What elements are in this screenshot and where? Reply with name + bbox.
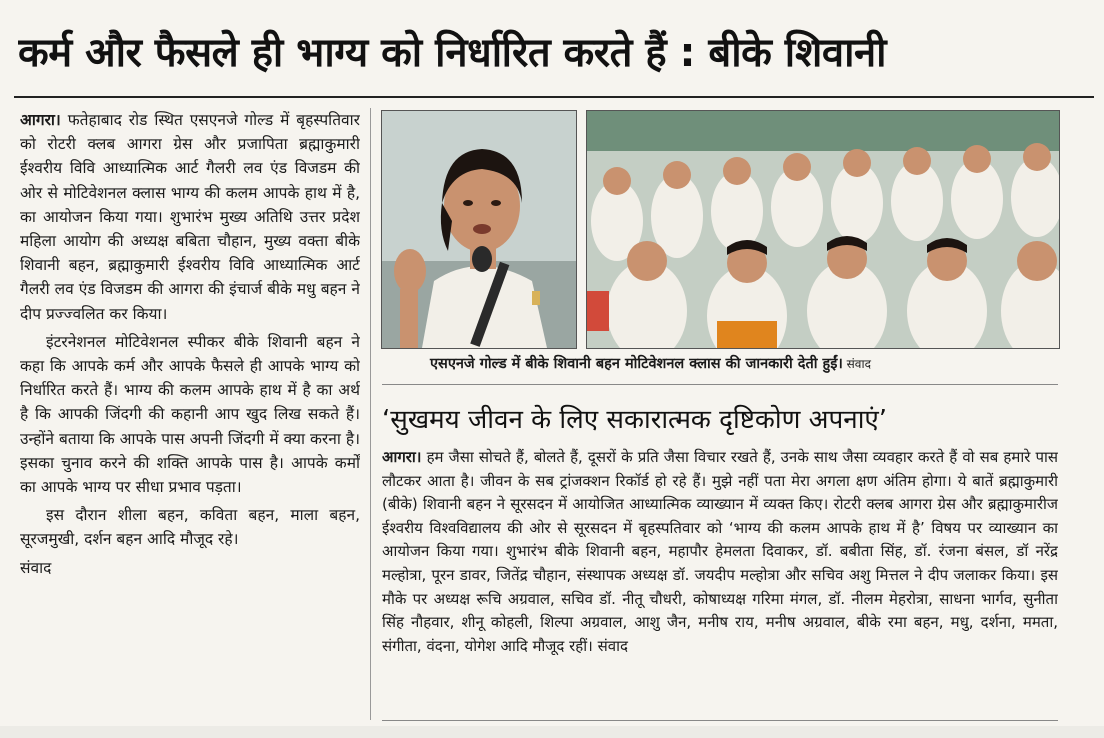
photo-caption xyxy=(430,352,1070,376)
column-divider xyxy=(370,108,371,720)
mid-rule xyxy=(382,384,1058,385)
speaker-photo xyxy=(381,110,577,349)
left-article-column xyxy=(20,108,360,726)
top-rule xyxy=(14,96,1094,98)
audience-photo xyxy=(586,110,1060,349)
left-paragraph-1 xyxy=(20,108,360,326)
second-story-text: हम जैसा सोचते हैं, बोलते हैं, दूसरों के प्रति जैसा विचार रखते हैं, उनके साथ जैसा व्यवहार करते हैं वो सब हमारे पास लौटकर आता है। जीवन के सब ट्रांजक्शन रिकॉर्ड हो रहे हैं। मुझे नहीं पता मेरा अगला क्षण अंतिम होगा। ये बातें ब्रह्माकुमारी (बीके) शिवानी बहन ने सूरसदन में आयोजित आध्यात्मिक व्याख्यान में व्यक्त किए। रोटरी क्लब आगरा ग्रेस और ब्रह्माकुमारीज ईश्वरीय विश्वविद्यालय की ओर से सूरसदन में बृहस्पतिवार को ‘भाग्य की कलम आपके हाथ में है’ विषय पर व्याख्यान का आयोजन किया गया। शुभारंभ बीके शिवानी बहन, महापौर हेमलता दिवाकर, डॉ. बबीता सिंह, डॉ. रंजना बंसल, डॉ नरेंद्र मल्होत्रा, पूरन डावर, जितेंद्र चौहान, संस्थापक अध्यक्ष डॉ. जयदीप मल्होत्रा और सचिव अशु मित्तल ने दीप जलाकर किया। इस मौके पर अध्यक्ष रूचि अग्रवाल, सचिव डॉ. नीतू चौधरी, कोषाध्यक्ष गरिमा मंगल, डॉ. नीलम मेहरोत्रा, साधना भार्गव, सुनीता सिंह नौहवार, शीनू कोहली, शिल्पा अग्रवाल, आशु जैन, मनीष राय, मनीष अग्रवाल, बीके रमा बहन, मधु, दर्शना, ममता, संगीता, वंदना, योगेश आदि मौजूद रहीं। xyxy=(382,448,1058,655)
second-story-paragraph xyxy=(382,446,1058,658)
left-paragraph-3: इस दौरान शीला बहन, कविता बहन, माला बहन, सूरजमुखी, दर्शन बहन आदि मौजूद रहे। xyxy=(20,506,360,549)
second-story-credit: संवाद xyxy=(592,636,628,655)
left-paragraph-1-text: फतेहाबाद रोड स्थित एसएनजे गोल्ड में बृहस्पतिवार को रोटरी क्लब आगरा ग्रेस और प्रजापिता ब्रह्माकुमारी ईश्वरीय विवि आध्यात्मिक आर्ट गैलरी लव एंड विजडम की ओर से मोटिवेशनल क्लास भाग्य की कलम आपके हाथ में है, का आयोजन किया गया। शुभारंभ मुख्य अतिथि उत्तर प्रदेश महिला आयोग की अध्यक्ष बबिता चौहान, मुख्य वक्ता बीके शिवानी बहन, ब्रह्माकुमारी ईश्वरीय विवि आध्यात्मिक आर्ट गैलरी लव एंड विजडम की आगरा की इंचार्ज बीके मधु बहन ने दीप प्रज्ज्वलित कर किया। xyxy=(20,111,360,323)
caption-text: एसएनजे गोल्ड में बीके शिवानी बहन मोटिवेशनल क्लास की जानकारी देती हुईं। xyxy=(430,356,843,372)
left-credit: संवाद xyxy=(20,558,52,577)
headline: कर्म और फैसले ही भाग्य को निर्धारित करते हैं : बीके शिवानी xyxy=(18,30,886,76)
caption-credit: संवाद xyxy=(842,357,871,371)
speaker-with-microphone-icon xyxy=(382,111,576,348)
bottom-rule xyxy=(382,720,1058,721)
dateline: आगरा। xyxy=(20,111,61,129)
left-paragraph-2: इंटरनेशनल मोटिवेशनल स्पीकर बीके शिवानी बहन ने कहा कि आपके कर्म और आपके फैसले ही आपके भाग्य को निर्धारित करते हैं। भाग्य की कलम आपके हाथ में है का अर्थ है कि आपकी जिंदगी की कहानी आप खुद लिख सकते हैं। उन्होंने बताया कि आपके पास अपनी जिंदगी में क्या करना है। इसका चुनाव करने की शक्ति आपके पास है। आपके कर्मों का आपके भाग्य पर सीधा प्रभाव पड़ता। xyxy=(20,332,360,497)
second-story-dateline: आगरा। xyxy=(382,448,422,466)
second-story-headline: ‘सुखमय जीवन के लिए सकारात्मक दृष्टिकोण अपनाएं’ xyxy=(382,405,888,435)
seated-audience-icon xyxy=(587,111,1059,348)
second-story-body xyxy=(382,446,1058,714)
page-bottom-strip xyxy=(0,726,1104,738)
